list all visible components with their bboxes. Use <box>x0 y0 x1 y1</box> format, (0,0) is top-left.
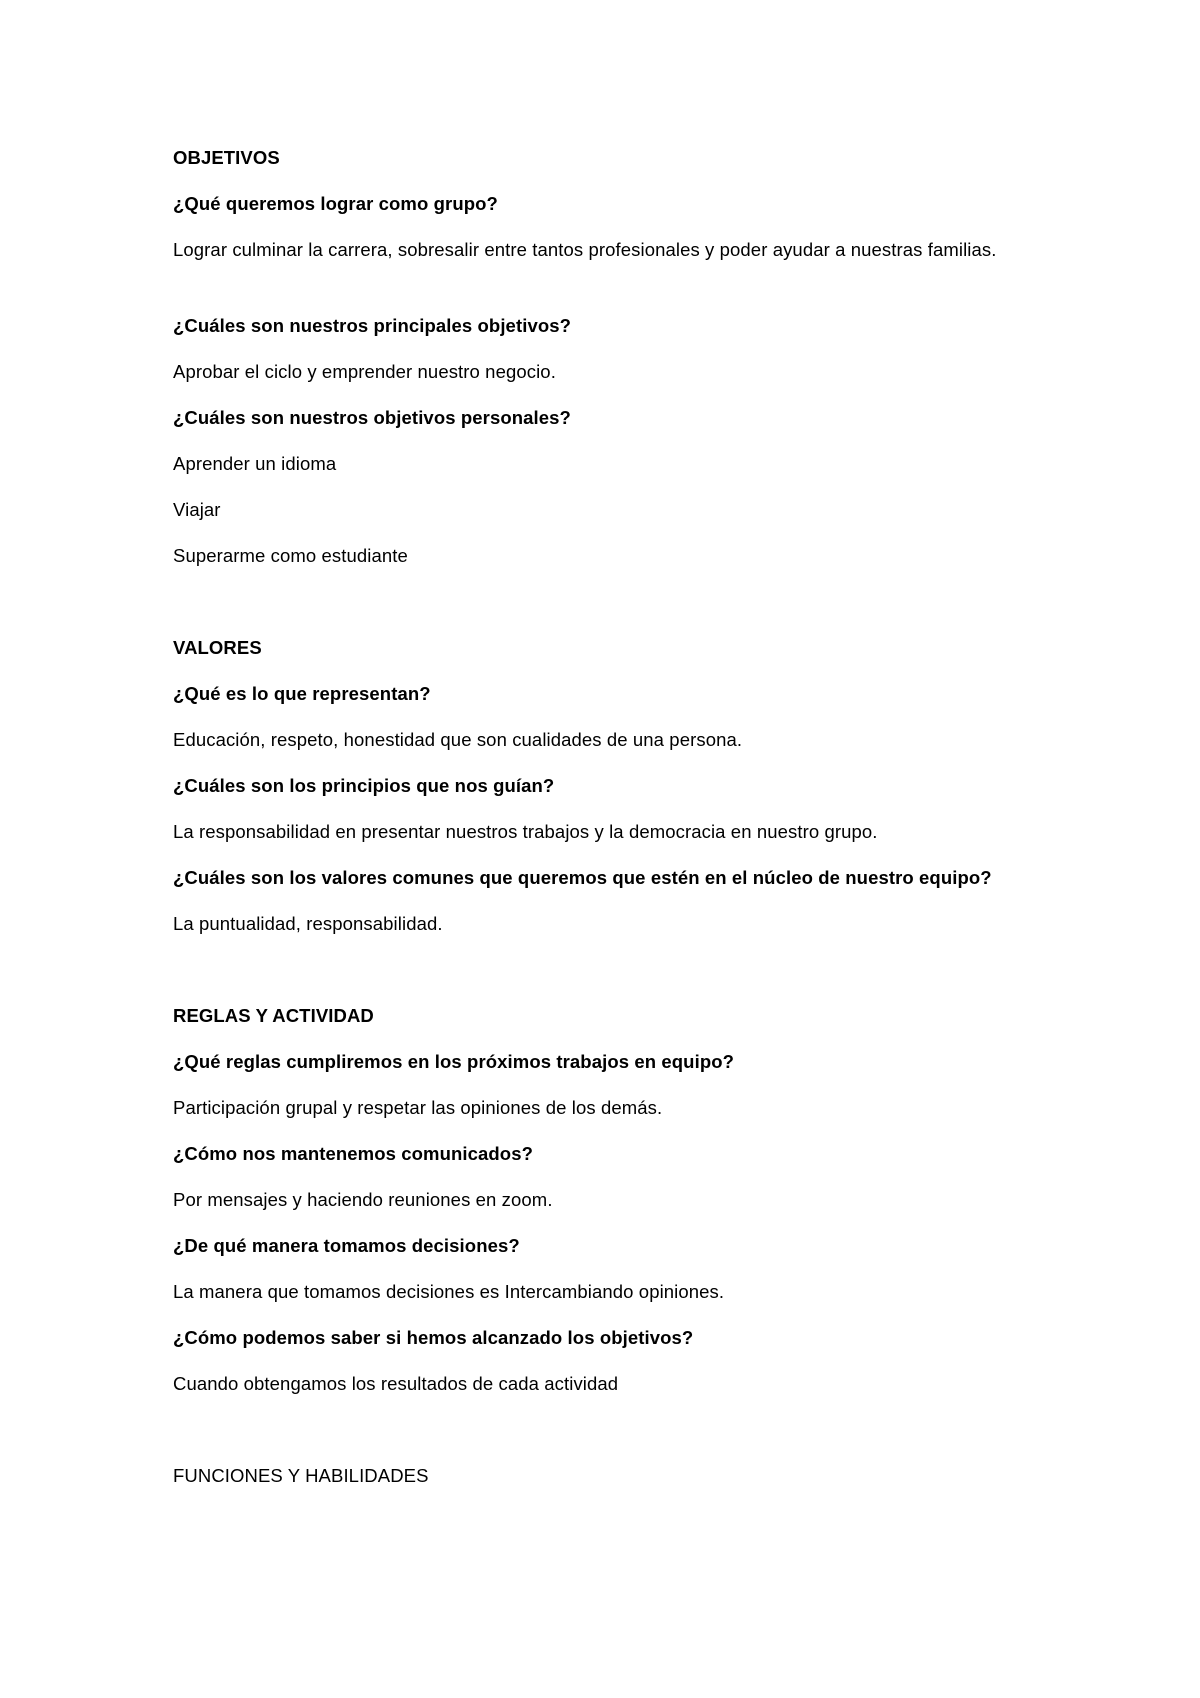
answer: Por mensajes y haciendo reuniones en zoom. <box>173 1189 553 1210</box>
question: ¿Cuáles son nuestros objetivos personales? <box>173 407 571 428</box>
answer: Lograr culminar la carrera, sobresalir entre tantos profesionales y poder ayudar a nuestras familias. <box>173 239 997 260</box>
answer-list-item: Viajar <box>173 499 221 520</box>
question: ¿Cuáles son nuestros principales objetivos? <box>173 315 572 336</box>
question: ¿Qué queremos lograr como grupo? <box>173 193 498 214</box>
answer-list-item: Aprender un idioma <box>173 453 337 474</box>
answer: Educación, respeto, honestidad que son cualidades de una persona. <box>173 729 743 750</box>
answer-list-item: Superarme como estudiante <box>173 545 408 566</box>
question: ¿Cuáles son los valores comunes que queremos que estén en el núcleo de nuestro equipo? <box>173 867 992 888</box>
answer: La manera que tomamos decisiones es Intercambiando opiniones. <box>173 1281 725 1302</box>
section-heading-valores: VALORES <box>173 637 262 658</box>
section-heading-objetivos: OBJETIVOS <box>173 147 280 168</box>
question: ¿De qué manera tomamos decisiones? <box>173 1235 520 1256</box>
question: ¿Cómo nos mantenemos comunicados? <box>173 1143 533 1164</box>
question: ¿Qué es lo que representan? <box>173 683 431 704</box>
question: ¿Cómo podemos saber si hemos alcanzado los objetivos? <box>173 1327 694 1348</box>
section-heading-funciones: FUNCIONES Y HABILIDADES <box>173 1465 429 1486</box>
question: ¿Qué reglas cumpliremos en los próximos trabajos en equipo? <box>173 1051 735 1072</box>
answer: Participación grupal y respetar las opiniones de los demás. <box>173 1097 663 1118</box>
answer: Cuando obtengamos los resultados de cada actividad <box>173 1373 619 1394</box>
question: ¿Cuáles son los principios que nos guían? <box>173 775 555 796</box>
answer: La puntualidad, responsabilidad. <box>173 913 443 934</box>
answer: Aprobar el ciclo y emprender nuestro negocio. <box>173 361 556 382</box>
answer: La responsabilidad en presentar nuestros trabajos y la democracia en nuestro grupo. <box>173 821 878 842</box>
section-heading-reglas: REGLAS Y ACTIVIDAD <box>173 1005 374 1026</box>
